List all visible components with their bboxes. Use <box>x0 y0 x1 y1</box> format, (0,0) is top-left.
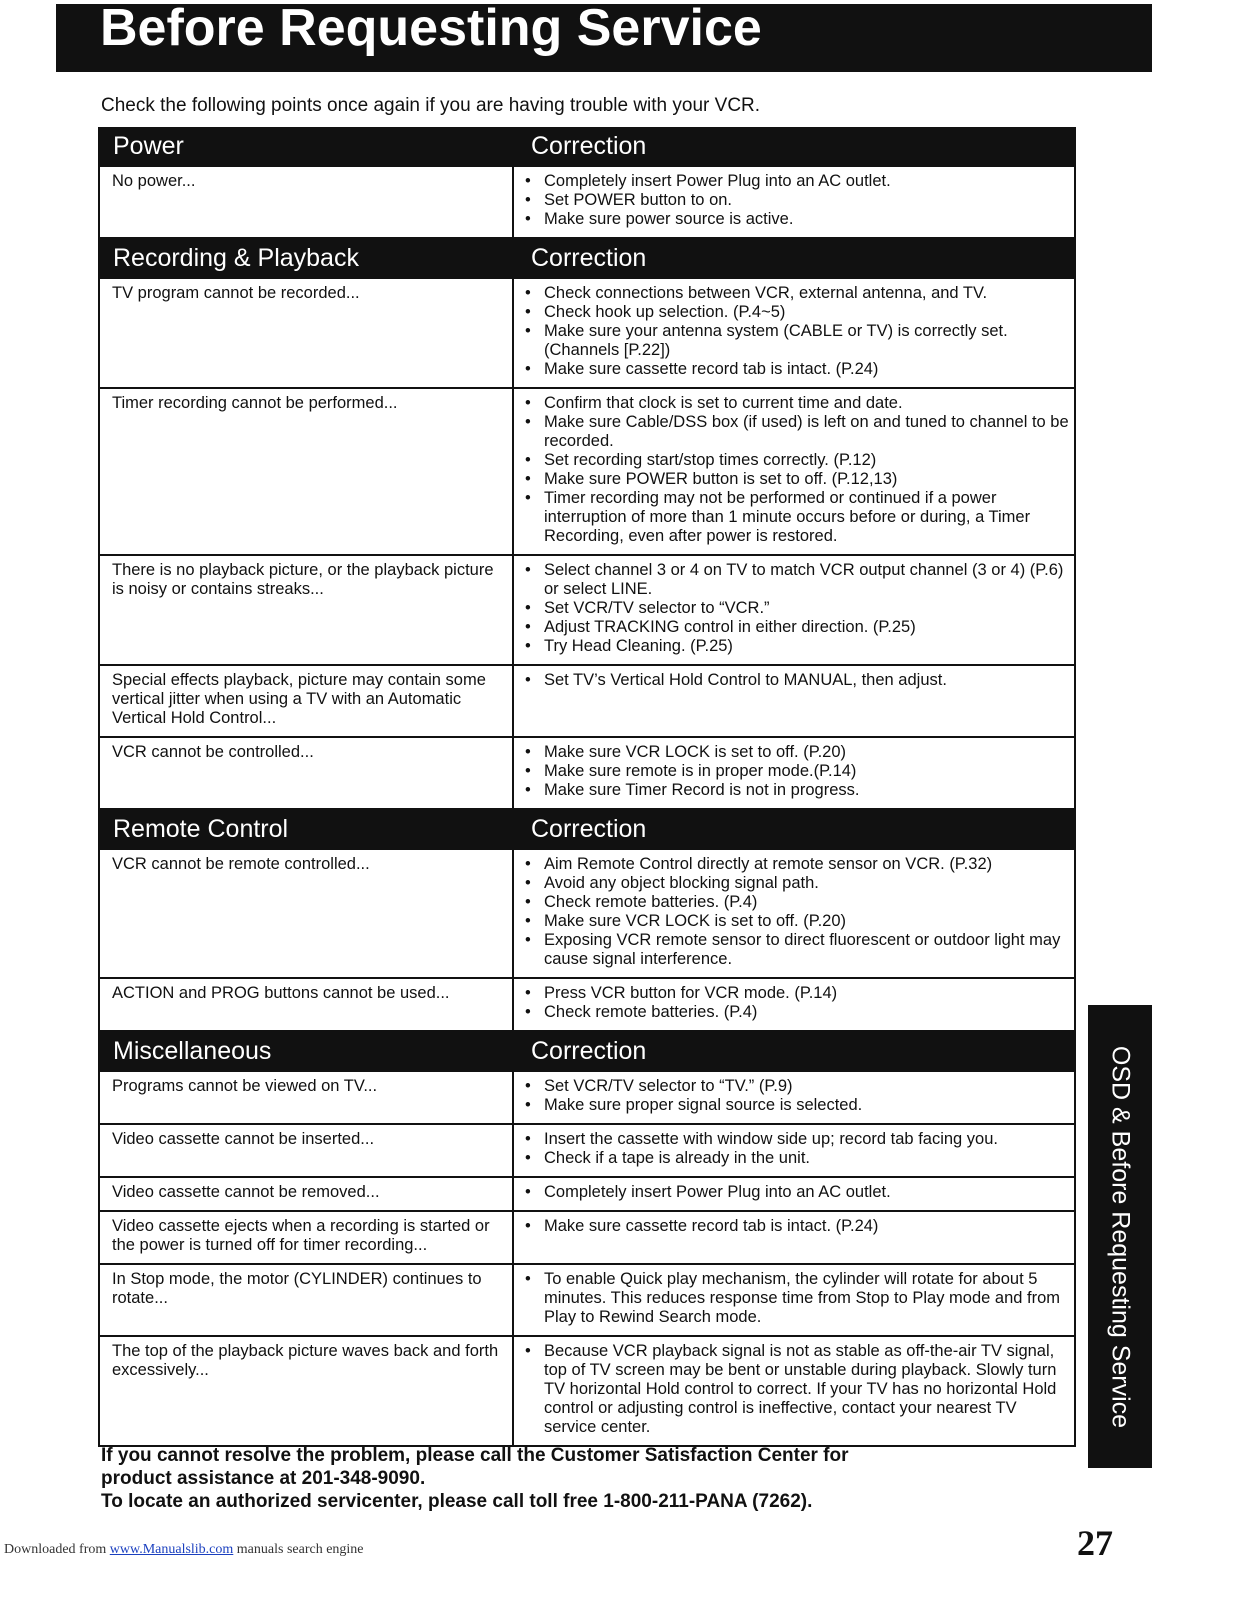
correction-list <box>522 1077 1070 1115</box>
correction-cell <box>513 737 1075 809</box>
correction-item: • Make sure power source is active. <box>522 210 1070 229</box>
correction-item: • Make sure Cable/DSS box (if used) is left on and tuned to channel to be recorded. <box>522 413 1070 451</box>
correction-item: • Check connections between VCR, external antenna, and TV. <box>522 284 1070 303</box>
correction-item: • Make sure cassette record tab is intact. (P.24) <box>522 1217 1070 1236</box>
problem-cell: There is no playback picture, or the playback picture is noisy or contains streaks... <box>99 555 513 665</box>
table-row <box>99 166 1075 238</box>
correction-cell <box>513 555 1075 665</box>
correction-item: • Timer recording may not be performed or continued if a power interruption of more than 1 minute occurs before or during, a Timer Recording, even after power is restored. <box>522 489 1070 546</box>
correction-item: • To enable Quick play mechanism, the cylinder will rotate for about 5 minutes. This reduces response time from Stop to Play mode and from Play to Rewind Search mode. <box>522 1270 1070 1327</box>
problem-cell: VCR cannot be controlled... <box>99 737 513 809</box>
correction-list <box>522 1130 1070 1168</box>
correction-item: • Completely insert Power Plug into an AC outlet. <box>522 172 1070 191</box>
correction-heading: Correction <box>513 809 1075 849</box>
table-row <box>99 555 1075 665</box>
correction-item: • Make sure cassette record tab is intact. (P.24) <box>522 360 1070 379</box>
section-heading: Miscellaneous <box>99 1031 513 1071</box>
correction-item: • Make sure your antenna system (CABLE or TV) is correctly set. (Channels [P.22]) <box>522 322 1070 360</box>
correction-item: • Insert the cassette with window side up; record tab facing you. <box>522 1130 1070 1149</box>
problem-cell: Special effects playback, picture may contain some vertical jitter when using a TV with an Automatic Vertical Hold Control... <box>99 665 513 737</box>
correction-list <box>522 172 1070 229</box>
section-header-row <box>99 238 1075 278</box>
correction-cell <box>513 1071 1075 1124</box>
table-row <box>99 1336 1075 1446</box>
side-tab-label: OSD & Before Requesting Service <box>1106 1045 1135 1428</box>
section-heading: Power <box>99 127 513 166</box>
table-row <box>99 1177 1075 1211</box>
download-credit <box>4 1542 364 1558</box>
table-row <box>99 1071 1075 1124</box>
table-row <box>99 1264 1075 1336</box>
page-number: 27 <box>1077 1523 1113 1563</box>
problem-cell: The top of the playback picture waves back and forth excessively... <box>99 1336 513 1446</box>
correction-item: • Confirm that clock is set to current time and date. <box>522 394 1070 413</box>
correction-cell <box>513 849 1075 978</box>
problem-cell: TV program cannot be recorded... <box>99 278 513 388</box>
table-row <box>99 1211 1075 1264</box>
table-row <box>99 849 1075 978</box>
problem-cell: ACTION and PROG buttons cannot be used... <box>99 978 513 1031</box>
footer-line-1: If you cannot resolve the problem, please call the Customer Satisfaction Center for <box>101 1445 849 1466</box>
correction-cell <box>513 1124 1075 1177</box>
correction-list <box>522 1183 1070 1202</box>
problem-cell: Video cassette ejects when a recording is started or the power is turned off for timer recording... <box>99 1211 513 1264</box>
problem-cell: In Stop mode, the motor (CYLINDER) continues to rotate... <box>99 1264 513 1336</box>
correction-heading: Correction <box>513 127 1075 166</box>
correction-list <box>522 284 1070 379</box>
correction-cell <box>513 1177 1075 1211</box>
section-header-row <box>99 127 1075 166</box>
correction-cell <box>513 1336 1075 1446</box>
download-prefix: Downloaded from <box>4 1542 107 1557</box>
correction-item: • Because VCR playback signal is not as stable as off-the-air TV signal, top of TV screen may be bent or unstable during playback. Slowly turn TV horizontal Hold control to correct. If your TV has no horizontal Hold control or adjusting control is ineffective, contact your nearest TV service center. <box>522 1342 1070 1437</box>
correction-item: • Set VCR/TV selector to “VCR.” <box>522 599 1070 618</box>
correction-item: • Make sure VCR LOCK is set to off. (P.20) <box>522 912 1070 931</box>
correction-item: • Adjust TRACKING control in either direction. (P.25) <box>522 618 1070 637</box>
correction-item: • Check remote batteries. (P.4) <box>522 893 1070 912</box>
download-suffix: manuals search engine <box>236 1542 364 1557</box>
correction-item: • Make sure proper signal source is selected. <box>522 1096 1070 1115</box>
correction-list <box>522 1342 1070 1437</box>
correction-item: • Make sure Timer Record is not in progress. <box>522 781 1070 800</box>
correction-list <box>522 561 1070 656</box>
correction-cell <box>513 1264 1075 1336</box>
section-side-tab <box>1088 1005 1152 1468</box>
correction-heading: Correction <box>513 238 1075 278</box>
problem-cell: Video cassette cannot be removed... <box>99 1177 513 1211</box>
correction-item: • Check hook up selection. (P.4~5) <box>522 303 1070 322</box>
table-row <box>99 278 1075 388</box>
correction-item: • Set recording start/stop times correctly. (P.12) <box>522 451 1070 470</box>
correction-item: • Set VCR/TV selector to “TV.” (P.9) <box>522 1077 1070 1096</box>
correction-item: • Set TV’s Vertical Hold Control to MANUAL, then adjust. <box>522 671 1070 690</box>
correction-list <box>522 855 1070 969</box>
section-heading: Recording & Playback <box>99 238 513 278</box>
table-row <box>99 737 1075 809</box>
correction-list <box>522 394 1070 546</box>
title-bar <box>56 0 1152 72</box>
section-header-row <box>99 1031 1075 1071</box>
manualslib-link[interactable]: www.Manualslib.com <box>109 1542 234 1557</box>
problem-cell: No power... <box>99 166 513 238</box>
correction-item: • Try Head Cleaning. (P.25) <box>522 637 1070 656</box>
correction-item: • Completely insert Power Plug into an AC outlet. <box>522 1183 1070 1202</box>
correction-item: • Set POWER button to on. <box>522 191 1070 210</box>
table-row <box>99 1124 1075 1177</box>
table-row <box>99 388 1075 555</box>
footer-contact <box>101 1444 849 1513</box>
correction-item: • Check if a tape is already in the unit. <box>522 1149 1070 1168</box>
correction-list <box>522 984 1070 1022</box>
footer-line-2: product assistance at 201-348-9090. <box>101 1468 426 1489</box>
problem-cell: Video cassette cannot be inserted... <box>99 1124 513 1177</box>
intro-text: Check the following points once again if you are having trouble with your VCR. <box>101 95 761 116</box>
problem-cell: VCR cannot be remote controlled... <box>99 849 513 978</box>
footer-line-3: To locate an authorized servicenter, please call toll free 1-800-211-PANA (7262). <box>101 1491 813 1512</box>
correction-cell <box>513 1211 1075 1264</box>
correction-cell <box>513 278 1075 388</box>
troubleshooting-table <box>98 127 1076 1447</box>
correction-item: • Avoid any object blocking signal path. <box>522 874 1070 893</box>
correction-item: • Check remote batteries. (P.4) <box>522 1003 1070 1022</box>
correction-item: • Make sure remote is in proper mode.(P.14) <box>522 762 1070 781</box>
correction-list <box>522 743 1070 800</box>
section-heading: Remote Control <box>99 809 513 849</box>
page-title: Before Requesting Service <box>100 0 762 57</box>
correction-list <box>522 1270 1070 1327</box>
correction-list <box>522 671 1070 690</box>
correction-item: • Aim Remote Control directly at remote sensor on VCR. (P.32) <box>522 855 1070 874</box>
correction-item: • Select channel 3 or 4 on TV to match VCR output channel (3 or 4) (P.6) or select LINE. <box>522 561 1070 599</box>
section-header-row <box>99 809 1075 849</box>
correction-item: • Press VCR button for VCR mode. (P.14) <box>522 984 1070 1003</box>
problem-cell: Programs cannot be viewed on TV... <box>99 1071 513 1124</box>
correction-list <box>522 1217 1070 1236</box>
correction-cell <box>513 388 1075 555</box>
correction-heading: Correction <box>513 1031 1075 1071</box>
correction-item: • Make sure VCR LOCK is set to off. (P.20) <box>522 743 1070 762</box>
correction-cell <box>513 166 1075 238</box>
correction-cell <box>513 665 1075 737</box>
correction-item: • Exposing VCR remote sensor to direct fluorescent or outdoor light may cause signal interference. <box>522 931 1070 969</box>
table-row <box>99 665 1075 737</box>
problem-cell: Timer recording cannot be performed... <box>99 388 513 555</box>
table-row <box>99 978 1075 1031</box>
correction-cell <box>513 978 1075 1031</box>
correction-item: • Make sure POWER button is set to off. (P.12,13) <box>522 470 1070 489</box>
